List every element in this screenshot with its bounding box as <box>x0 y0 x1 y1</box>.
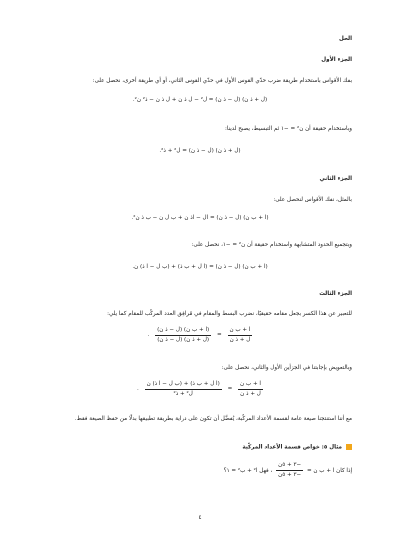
fraction-right-numerator: (ا + ب ن) (ل − ذ ن) <box>155 327 211 336</box>
equals-sign: = <box>217 331 222 338</box>
part2-equation-1: (ا + ب ن) (ل − ذ ن) = ال − اذ ن + ب ل ن − ب ذ ن². <box>131 215 269 221</box>
end-dot: . <box>147 331 150 338</box>
example-fraction <box>276 462 303 479</box>
fraction-right <box>155 327 211 344</box>
fraction-right-denominator: (ل + ذ ن) (ل − ذ ن) <box>157 336 210 343</box>
part1-intro-2: وباستخدام حقيقة أن ن² = −١ ثم التبسيط، يصبح لدينا: <box>224 126 352 132</box>
part3-intro-2: وبالتعويض بإجابتنا في الجزأين الأول والثاني، نحصل على: <box>221 365 352 371</box>
part2-title: الجزء الثاني <box>319 176 352 182</box>
part3-title: الجزء الثالث <box>319 291 352 297</box>
example-heading <box>242 444 352 452</box>
part1-intro: بفك الأقواس باستخدام طريقة ضرب حدّي القوس الأول في حدّي القوس الثاني، أو أي طريقة أخرى، نحصل على: <box>92 78 352 84</box>
example-title: مثال ٥: خواص قسمة الأعداد المركّبة <box>242 444 342 451</box>
example-fraction-numerator: −٣ + ٥ن <box>276 462 303 471</box>
end-dot-2: . <box>137 385 139 392</box>
example-question-start: إذا كان ا + ب ن = <box>306 468 352 475</box>
solution-heading: الحل <box>338 36 352 42</box>
part1-equation-1: (ل + ذ ن) (ل − ذ ن) = ل² − ل ذ ن + ل ذ ن − ذ² ن². <box>132 97 268 103</box>
part1-equation-2: (ل + ذ ن) (ل − ذ ن) = ل² + ذ². <box>159 148 241 154</box>
fraction-g-right-numerator: (ا ل + ب ذ) + (ب ل − ا ذ) ن <box>145 381 222 390</box>
fraction-g-left-numerator: ا + ب ن <box>238 381 263 390</box>
fraction-equation-1 <box>48 327 352 344</box>
fraction-left-numerator: ا + ب ن <box>228 327 253 336</box>
part2-intro: بالمثل، نفك الأقواس لنحصل على: <box>273 197 352 203</box>
part2-intro-2: وبتجميع الحدود المتشابهة واستخدام حقيقة أن ن² = −١، نحصل على: <box>191 242 352 248</box>
page-number: ٤ <box>198 515 202 521</box>
part3-conclusion: مع أننا استنتجنا صيغة عامة لقسمة الأعداد المركّبة، يُفضَّل أن تكون على دراية بطريقة تطبيقها بدلًا من حفظ الصيغة فقط. <box>74 416 352 422</box>
fraction-g-left-denominator: ل + ذ ن <box>240 390 261 397</box>
orange-square-icon <box>346 444 352 450</box>
example-fraction-denominator: −٣ + ٥ن <box>278 471 302 478</box>
fraction-g-right-denominator: ل² + ذ² <box>173 390 193 397</box>
fraction-left <box>228 327 253 344</box>
fraction-g-left <box>238 381 263 398</box>
part3-intro: للتعبير عن هذا الكسر بجعل مقامه حقيقيًا، نضرب البسط والمقام في مُرافِق العدد المركّب للمقام كما يلي: <box>107 311 352 317</box>
fraction-g-right <box>145 381 222 398</box>
part1-title: الجزء الأول <box>321 57 352 63</box>
equals-sign-2: = <box>227 385 233 392</box>
fraction-equation-2 <box>48 381 352 398</box>
part2-equation-2: (ا + ب ن) (ل − ذ ن) = (ا ل + ب ذ) + (ب ل − ا ذ) ن. <box>132 264 268 270</box>
example-question-end: ، فهل ا² + ب² = ١؟ <box>223 468 273 475</box>
fraction-left-denominator: ل + ذ ن <box>229 336 251 343</box>
example-question <box>224 462 352 479</box>
